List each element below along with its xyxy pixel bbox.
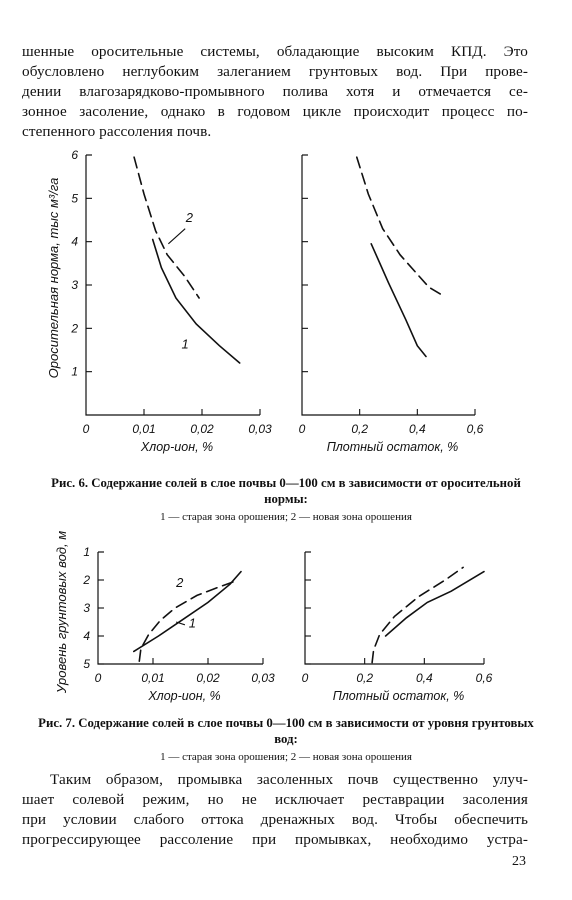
y-tick-label: 6 [71,148,78,162]
figure-7-chart [0,530,572,710]
y-tick-label: 1 [83,545,90,559]
x-tick-label: 0 [82,422,90,436]
y-tick-label: 2 [71,321,78,336]
x-tick-label: 0,4 [415,671,433,685]
series-line-1 [386,572,484,636]
series-label: 1 [181,336,189,352]
series-line-1 [134,572,241,652]
x-tick-label: 0,02 [196,671,220,685]
text-line: дении влагозарядково-промывного полива хотя и отмечается се- [22,83,528,100]
x-tick-label: 0,01 [141,671,165,685]
series-label: 2 [185,210,193,226]
y-tick-label: 5 [71,191,78,206]
text-line: шенные оросительные системы, обладающие высоким КПД. Это [22,43,528,60]
leader-line [168,229,185,244]
text-line: обусловлено неглубоким залеганием грунтовых вод. При прове- [22,63,528,80]
x-axis-label: Плотный остаток, % [332,689,465,703]
caption-legend: 1 — старая зона орошения; 2 — новая зона орошения [160,511,412,523]
top-paragraph [22,42,528,142]
y-tick-label: 4 [71,234,78,249]
bottom-paragraph [22,770,528,850]
x-tick-label: 0,6 [466,422,484,436]
series-line-2 [357,157,444,296]
y-axis-label: Оросительная норма, тыс м³/га [46,177,61,379]
x-axis-label: Хлор-ион, % [148,689,221,703]
axis-frame [305,552,484,664]
text-line: зонное засоление, однако в годовом цикле происходит процесс по- [22,103,528,120]
chart-panel-right [302,552,493,703]
axis-frame [302,155,475,415]
x-tick-label: 0,03 [251,671,275,685]
series-label: 1 [188,615,196,631]
axis-frame [98,552,263,664]
axis-frame [86,155,260,415]
series-label: 2 [176,575,184,590]
x-tick-label: 0,6 [475,671,493,685]
x-axis-label: Плотный остаток, % [326,440,459,454]
x-tick-label: 0,02 [190,422,214,436]
page-number: 23 [512,854,526,869]
series-line-1 [371,244,426,357]
figure-6-caption [30,475,542,525]
text-line: Таким образом, промывка засоленных почв существенно улуч- [50,771,528,788]
chart-panel-right [299,155,484,454]
x-tick-label: 0,03 [248,422,272,436]
text-line: при условии слабого оттока дренажных вод. Чтобы обеспечить [22,811,528,828]
caption-legend: 1 — старая зона орошения; 2 — новая зона орошения [160,751,412,763]
series-line-2 [372,567,463,662]
caption-main: Рис. 7. Содержание солей в слое почвы 0—100 см в зависимости от уровня грунтовых вод: [38,716,534,746]
chart-panel-left [70,148,272,454]
y-tick-label: 3 [71,278,78,292]
caption-main: Рис. 6. Содержание солей в слое почвы 0—100 см в зависимости от оросительной нормы: [51,476,521,506]
x-tick-label: 0,2 [351,422,369,436]
text-line: шает солевой режим, но не исключает реставрации засоления [22,791,528,808]
text-line: степенного рассоления почв. [22,123,212,140]
x-tick-label: 0 [298,422,306,436]
figure-7-caption [30,715,542,765]
y-axis-label: Уровень грунтовых вод, м [54,530,69,694]
y-tick-label: 5 [83,657,90,671]
series-line-1 [153,240,240,364]
y-tick-label: 2 [83,573,90,587]
chart-panel-left [82,545,275,703]
y-tick-label: 3 [83,601,90,615]
x-axis-label: Хлор-ион, % [140,440,214,454]
x-tick-label: 0,01 [132,422,156,436]
x-tick-label: 0 [94,671,102,685]
y-tick-label: 4 [83,629,90,643]
x-tick-label: 0,4 [408,422,426,436]
x-tick-label: 0 [301,671,309,685]
x-tick-label: 0,2 [356,671,374,685]
figure-6-chart [0,130,572,454]
text-line: прогрессирующее рассоление при промывках, необходимо устра- [22,831,528,848]
y-tick-label: 1 [71,364,78,379]
